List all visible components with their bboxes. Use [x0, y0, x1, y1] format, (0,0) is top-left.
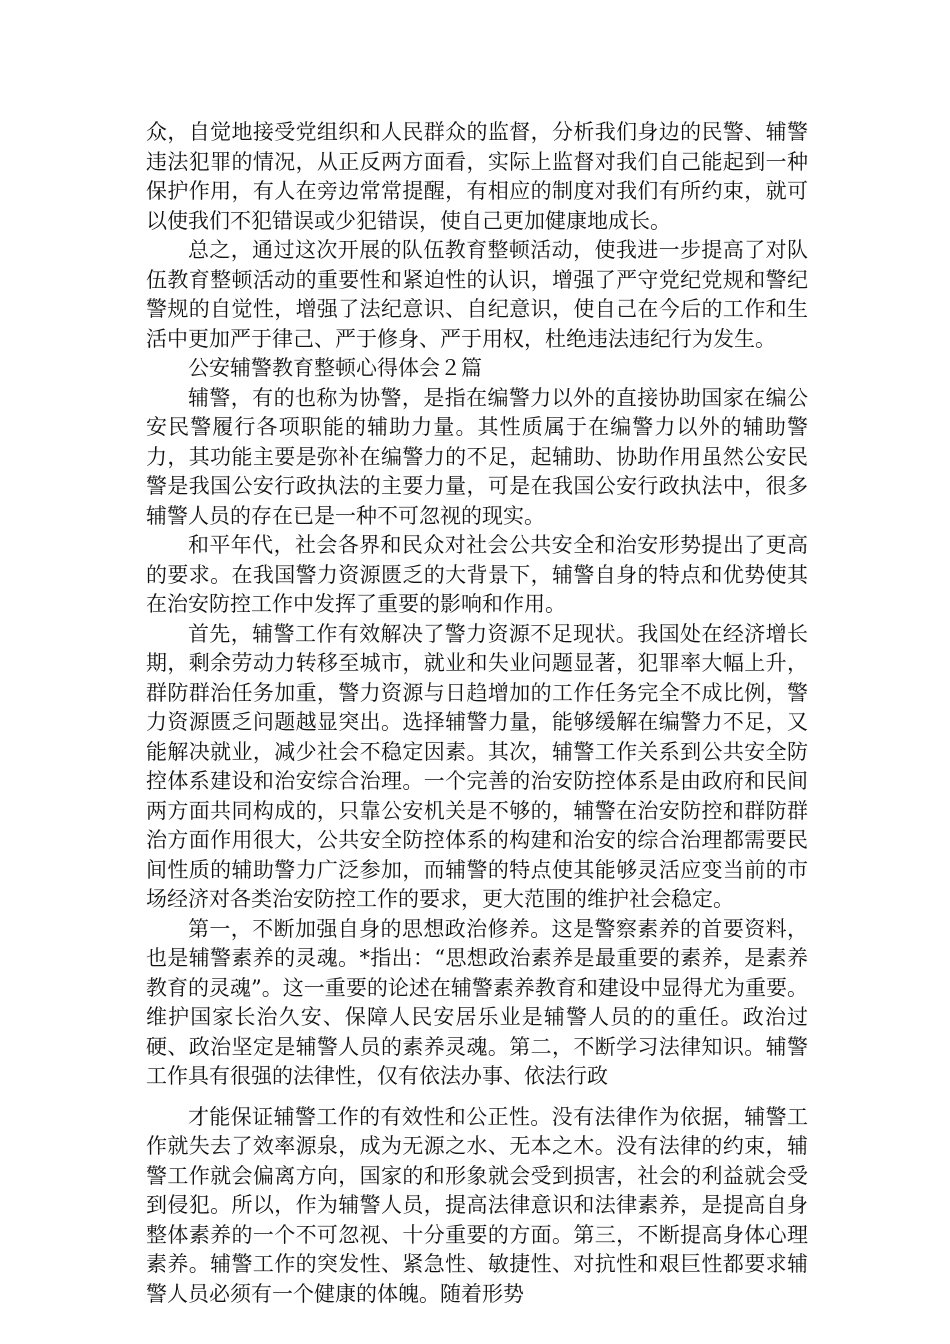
section-heading: 公安辅警教育整顿心得体会２篇	[188, 356, 482, 380]
paragraph-summary: 总之，通过这次开展的队伍教育整顿活动，使我进一步提高了对队伍教育整顿活动的重要性和紧迫性的认识，增强了严守党纪党规和警纪警规的自觉性，增强了法纪意识、自纪意识，使自己在今后的工作和生活中更加严于律己、严于修身、严于用权，杜绝违法违纪行为发生。	[146, 238, 808, 351]
paragraph-legal-knowledge: 才能保证辅警工作的有效性和公正性。没有法律作为依据，辅警工作就失去了效率源泉，成为无源之水、无本之木。没有法律的约束，辅警工作就会偏离方向，国家的和形象就会受到损害，社会的利益就会受到侵犯。所以，作为辅警人员，提高法律意识和法律素养，是提高自身整体素养的一个不可忽视、十分重要的方面。第三，不断提高身体心理素养。辅警工作的突发性、紧急性、敏捷性、对抗性和艰巨性都要求辅警人员必须有一个健康的体魄。随着形势	[146, 1104, 808, 1306]
paragraph-continuation: 众，自觉地接受党组织和人民群众的监督，分析我们身边的民警、辅警违法犯罪的情况，从正反两方面看，实际上监督对我们自己能起到一种保护作用，有人在旁边常常提醒，有相应的制度对我们有所约束，就可以使我们不犯错误或少犯错误，使自己更加健康地成长。	[146, 120, 808, 233]
paragraph-political-cultivation: 第一，不断加强自身的思想政治修养。这是警察素养的首要资料，也是辅警素养的灵魂。*指出：“思想政治素养是最重要的素养，是素养教育的灵魂”。这一重要的论述在辅警素养教育和建设中显得尤为重要。维护国家长治久安、保障人民安居乐业是辅警人员的的重任。政治过硬、政治坚定是辅警人员的素养灵魂。第二，不断学习法律知识。辅警工作具有很强的法律性，仅有依法办事、依法行政	[146, 916, 808, 1088]
paragraph-definition: 辅警，有的也称为协警，是指在编警力以外的直接协助国家在编公安民警履行各项职能的辅助力量。其性质属于在编警力以外的辅助警力，其功能主要是弥补在编警力的不足，起辅助、协助作用虽然公安民警是我国公安行政执法的主要力量，可是在我国公安行政执法中，很多辅警人员的存在已是一种不可忽视的现实。	[146, 385, 808, 528]
document-page	[146, 118, 808, 1309]
paragraph-first-point: 首先，辅警工作有效解决了警力资源不足现状。我国处在经济增长期，剩余劳动力转移至城市，就业和失业问题显著，犯罪率大幅上升，群防群治任务加重，警力资源与日趋增加的工作任务完全不成比例，警力资源匮乏问题越显突出。选择辅警力量，能够缓解在编警力不足，又能解决就业，减少社会不稳定因素。其次，辅警工作关系到公共安全防控体系建设和治安综合治理。一个完善的治安防控体系是由政府和民间两方面共同构成的，只靠公安机关是不够的，辅警在治安防控和群防群治方面作用很大，公共安全防控体系的构建和治安的综合治理都需要民间性质的辅助警力广泛参加，而辅警的特点使其能够灵活应变当前的市场经济对各类治安防控工作的要求，更大范围的维护社会稳定。	[146, 621, 808, 911]
paragraph-peacetime: 和平年代，社会各界和民众对社会公共安全和治安形势提出了更高的要求。在我国警力资源匮乏的大背景下，辅警自身的特点和优势使其在治安防控工作中发挥了重要的影响和作用。	[146, 533, 808, 616]
